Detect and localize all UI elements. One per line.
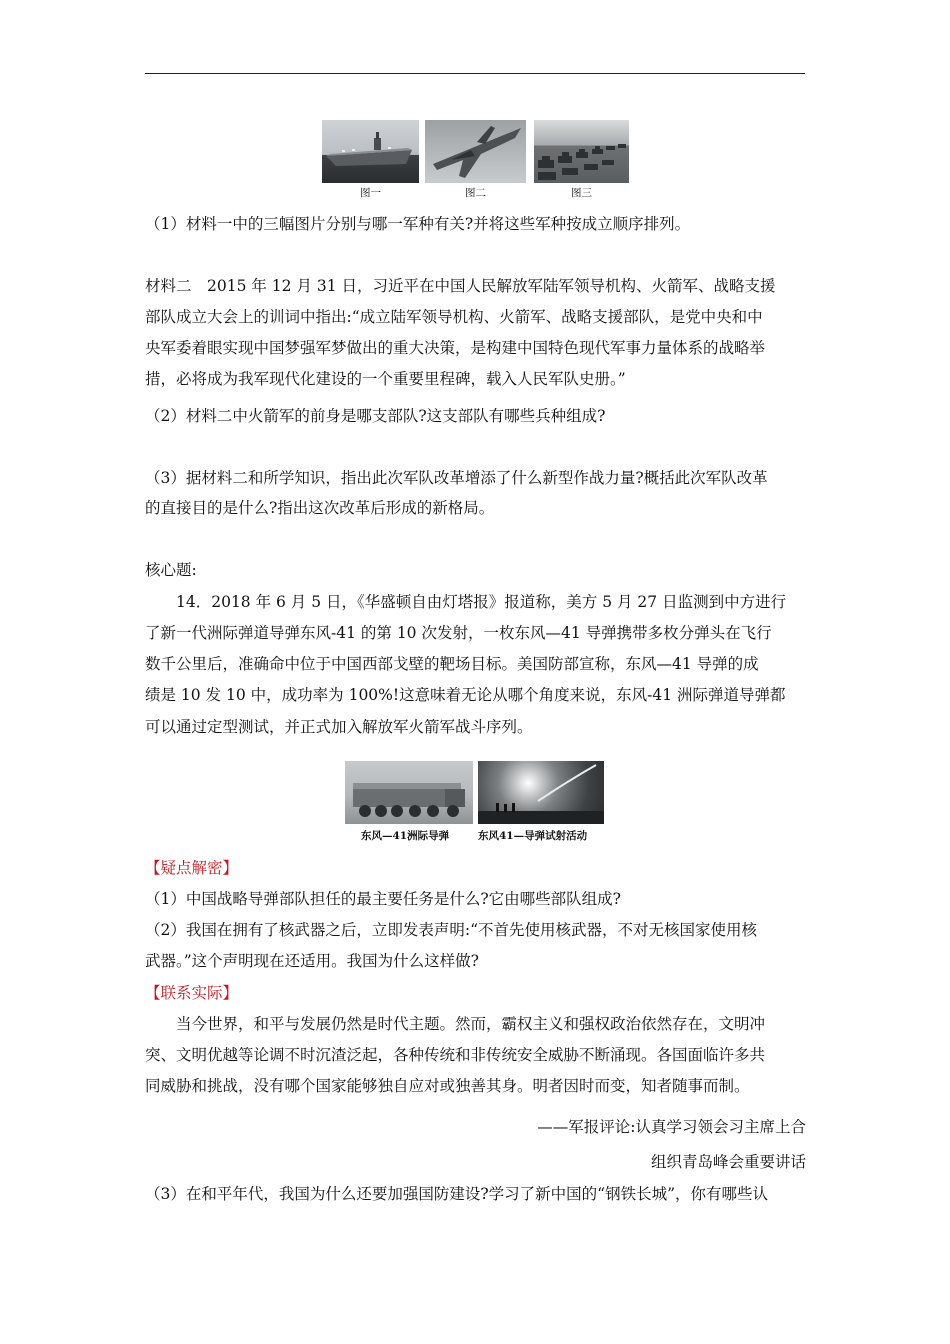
question-14-line-5: 可以通过定型测试，并正式加入解放军火箭军战斗序列。: [145, 718, 533, 736]
material2-line-2: 部队成立大会上的训词中指出:“成立陆军领导机构、火箭军、战略支援部队，是党中央和中: [145, 308, 763, 326]
doubt-question-1: （1）中国战略导弹部队担任的最主要任务是什么?它由哪些部队组成?: [145, 890, 621, 908]
figure1-caption-2: 图二: [465, 187, 486, 199]
figure2-caption-1: 东风—41洲际导弹: [361, 830, 450, 842]
practice-line-1: 当今世界，和平与发展仍然是时代主题。然而，霸权主义和强权政治依然存在，文明冲: [176, 1015, 766, 1033]
practice-question-3: （3）在和平年代，我国为什么还要加强国防建设?学习了新中国的“钢铁长城”，你有哪些认: [145, 1185, 769, 1203]
question-3-line-1: （3）据材料二和所学知识，指出此次军队改革增添了什么新型作战力量?概括此次军队改革: [145, 469, 768, 487]
figure1-caption-3: 图三: [571, 187, 592, 199]
photo-tank-column: [534, 120, 629, 183]
practice-source-line-1: ——军报评论:认真学习领会习主席上合: [537, 1118, 806, 1136]
core-question-label: 核心题:: [145, 561, 197, 579]
practice-line-3: 同威胁和挑战，没有哪个国家能够独自应对或独善其身。明者因时而变，知者随事而制。: [145, 1077, 750, 1095]
question-1: （1）材料一中的三幅图片分别与哪一军种有关?并将这些军种按成立顺序排列。: [145, 215, 691, 233]
photo-df41-launcher: [345, 761, 473, 824]
figure2-caption-2: 东风41—导弹试射活动: [478, 830, 588, 842]
photo-fighter-jet: [425, 120, 526, 183]
practice-line-2: 突、文明优越等论调不时沉渣泛起，各种传统和非传统安全威胁不断涌现。各国面临许多共: [145, 1046, 766, 1064]
doubt-heading: 【疑点解密】: [145, 859, 239, 877]
question-3-line-2: 的直接目的是什么?指出这次改革后形成的新格局。: [145, 499, 495, 517]
practice-source-line-2: 组织青岛峰会重要讲话: [650, 1153, 806, 1171]
question-2: （2）材料二中火箭军的前身是哪支部队?这支部队有哪些兵种组成?: [145, 407, 606, 425]
material2-line-4: 措，必将成为我军现代化建设的一个重要里程碑，载入人民军队史册。”: [145, 370, 626, 388]
photo-aircraft-carrier: [322, 120, 419, 183]
header-rule: [145, 73, 805, 74]
doubt-question-2-line-2: 武器。”这个声明现在还适用。我国为什么这样做?: [145, 952, 479, 970]
photo-df41-test-launch: [478, 761, 604, 824]
question-14-line-3: 数千公里后，准确命中位于中国西部戈壁的靶场目标。美国防部宣称，东风—41 导弹的成: [145, 655, 759, 673]
material2-line-1: 材料二 2015 年 12 月 31 日，习近平在中国人民解放军陆军领导机构、火箭军、战略支援: [145, 277, 776, 295]
question-14-line-2: 了新一代洲际弹道导弹东风-41 的第 10 次发射，一枚东风—41 导弹携带多枚分弹头在飞行: [145, 624, 772, 642]
doubt-question-2-line-1: （2）我国在拥有了核武器之后，立即发表声明:“不首先使用核武器，不对无核国家使用核: [145, 921, 758, 939]
figure1-caption-1: 图一: [360, 187, 381, 199]
question-14-line-4: 绩是 10 发 10 中，成功率为 100%!这意味着无论从哪个角度来说，东风-41 洲际弹道导弹都: [145, 686, 786, 704]
practice-heading: 【联系实际】: [145, 984, 239, 1002]
material2-line-3: 央军委着眼实现中国梦强军梦做出的重大决策，是构建中国特色现代军事力量体系的战略举: [145, 339, 766, 357]
question-14-line-1: 14．2018 年 6 月 5 日，《华盛顿自由灯塔报》报道称，美方 5 月 27 日监测到中方进行: [176, 593, 787, 611]
